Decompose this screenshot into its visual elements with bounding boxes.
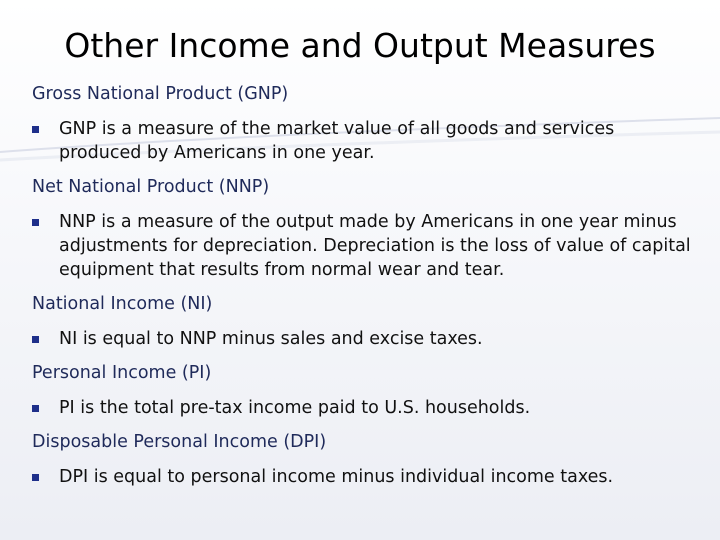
slide-title: Other Income and Output Measures (64, 26, 656, 65)
bullet-text: GNP is a measure of the market value of all goods and services produced by Americans in one year. (59, 119, 615, 163)
slide-content (32, 82, 702, 499)
square-bullet-icon (32, 336, 39, 343)
section-nnp (32, 175, 702, 282)
bullet-text: PI is the total pre-tax income paid to U.S. households. (59, 398, 531, 418)
section-heading: Personal Income (PI) (32, 363, 212, 383)
section-dpi (32, 430, 702, 489)
bullet-text: NI is equal to NNP minus sales and excise taxes. (59, 329, 483, 349)
bullet-text: DPI is equal to personal income minus individual income taxes. (59, 467, 614, 487)
section-gnp (32, 82, 702, 165)
section-heading: Disposable Personal Income (DPI) (32, 432, 327, 452)
square-bullet-icon (32, 474, 39, 481)
section-heading: National Income (NI) (32, 294, 213, 314)
list-item (32, 396, 702, 420)
square-bullet-icon (32, 126, 39, 133)
section-ni (32, 292, 702, 351)
list-item (32, 117, 702, 165)
bullet-text: NNP is a measure of the output made by Americans in one year minus adjustments for depreciation. Depreciation is the loss of value of capital equipment that results from normal wear and tear. (59, 212, 691, 280)
square-bullet-icon (32, 405, 39, 412)
list-item (32, 210, 702, 282)
list-item (32, 327, 702, 351)
section-heading: Gross National Product (GNP) (32, 84, 289, 104)
list-item (32, 465, 702, 489)
section-pi (32, 361, 702, 420)
square-bullet-icon (32, 219, 39, 226)
section-heading: Net National Product (NNP) (32, 177, 270, 197)
